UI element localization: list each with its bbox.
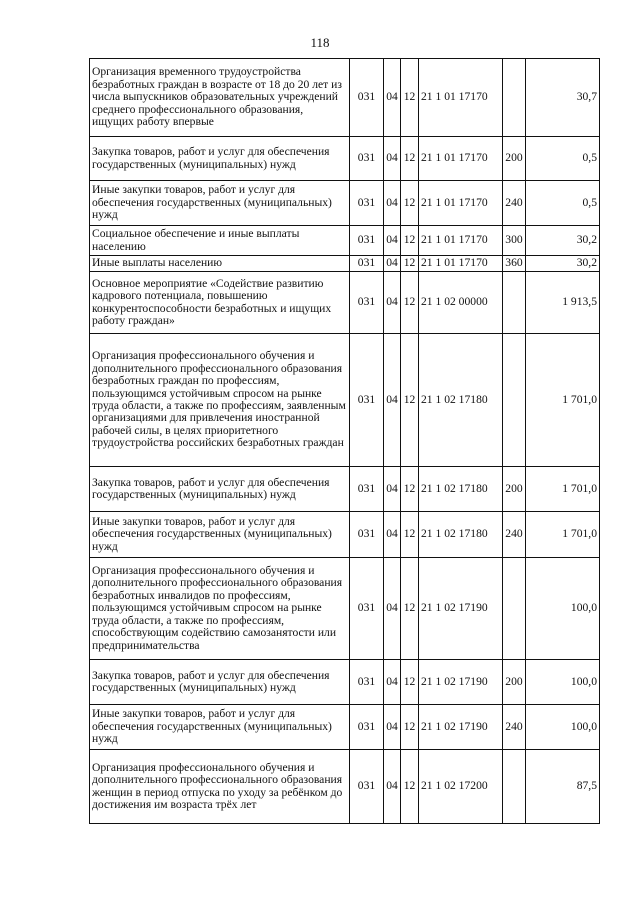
row-cs-code: 21 1 02 17190: [419, 705, 503, 750]
table-row: [90, 226, 600, 256]
table-row: [90, 137, 600, 181]
row-rz-code: 04: [384, 705, 401, 750]
table-row: [90, 705, 600, 750]
row-name: Иные закупки товаров, работ и услуг для обеспечения государственных (муниципальных) нужд: [90, 512, 350, 558]
row-gr-code: 031: [350, 705, 384, 750]
row-name: Иные закупки товаров, работ и услуг для обеспечения государственных (муниципальных) нужд: [90, 705, 350, 750]
row-rz-code: 04: [384, 256, 401, 272]
row-vr-code: 240: [503, 512, 526, 558]
table-row: [90, 558, 600, 660]
row-vr-code: [503, 558, 526, 660]
row-rz-code: 04: [384, 59, 401, 137]
row-pr-code: 12: [401, 59, 419, 137]
table-row: [90, 272, 600, 334]
row-gr-code: 031: [350, 660, 384, 705]
row-vr-code: [503, 334, 526, 467]
row-name: Иные закупки товаров, работ и услуг для обеспечения государственных (муниципальных) нужд: [90, 181, 350, 226]
table-row: [90, 660, 600, 705]
row-cs-code: 21 1 02 17200: [419, 750, 503, 824]
row-pr-code: 12: [401, 226, 419, 256]
row-sum: 87,5: [526, 750, 600, 824]
row-cs-code: 21 1 02 17180: [419, 334, 503, 467]
row-gr-code: 031: [350, 256, 384, 272]
row-pr-code: 12: [401, 705, 419, 750]
row-gr-code: 031: [350, 334, 384, 467]
row-name: Закупка товаров, работ и услуг для обеспечения государственных (муниципальных) нужд: [90, 137, 350, 181]
row-name: Организация временного трудоустройства безработных граждан в возрасте от 18 до 20 лет из числа выпускников образовательных учреждений среднего профессионального образования, ищущих работу впервые: [90, 59, 350, 137]
table-row: [90, 181, 600, 226]
row-cs-code: 21 1 02 17180: [419, 467, 503, 512]
row-rz-code: 04: [384, 272, 401, 334]
row-cs-code: 21 1 01 17170: [419, 137, 503, 181]
row-name: Организация профессионального обучения и дополнительного профессионального образования безработных граждан по профессиям, пользующимся устойчивым спросом на рынке труда области, а также по профессиям, заявленным организациями для привлечения иностранной рабочей силы, в целях приоритетного трудоустройства российских безработных граждан: [90, 334, 350, 467]
row-cs-code: 21 1 01 17170: [419, 226, 503, 256]
row-gr-code: 031: [350, 59, 384, 137]
row-name: Организация профессионального обучения и дополнительного профессионального образования женщин в период отпуска по уходу за ребёнком до достижения им возраста трёх лет: [90, 750, 350, 824]
table-row: [90, 467, 600, 512]
row-sum: 30,7: [526, 59, 600, 137]
row-name: Закупка товаров, работ и услуг для обеспечения государственных (муниципальных) нужд: [90, 660, 350, 705]
row-name: Организация профессионального обучения и дополнительного профессионального образования безработных инвалидов по профессиям, пользующимся устойчивым спросом на рынке труда области, а также по профессиям, способствующим содействию самозанятости или предпринимательства: [90, 558, 350, 660]
row-pr-code: 12: [401, 272, 419, 334]
row-sum: 30,2: [526, 226, 600, 256]
row-cs-code: 21 1 01 17170: [419, 181, 503, 226]
row-cs-code: 21 1 02 17190: [419, 558, 503, 660]
row-cs-code: 21 1 01 17170: [419, 256, 503, 272]
row-rz-code: 04: [384, 181, 401, 226]
row-name: Закупка товаров, работ и услуг для обеспечения государственных (муниципальных) нужд: [90, 467, 350, 512]
row-rz-code: 04: [384, 137, 401, 181]
row-pr-code: 12: [401, 137, 419, 181]
row-pr-code: 12: [401, 467, 419, 512]
row-gr-code: 031: [350, 750, 384, 824]
row-vr-code: 300: [503, 226, 526, 256]
row-cs-code: 21 1 02 17190: [419, 660, 503, 705]
row-cs-code: 21 1 02 17180: [419, 512, 503, 558]
row-gr-code: 031: [350, 137, 384, 181]
row-vr-code: 240: [503, 705, 526, 750]
row-vr-code: 240: [503, 181, 526, 226]
row-vr-code: [503, 750, 526, 824]
row-cs-code: 21 1 02 00000: [419, 272, 503, 334]
row-gr-code: 031: [350, 272, 384, 334]
row-sum: 1 913,5: [526, 272, 600, 334]
table-row: [90, 512, 600, 558]
row-sum: 100,0: [526, 660, 600, 705]
row-gr-code: 031: [350, 558, 384, 660]
row-sum: 1 701,0: [526, 467, 600, 512]
row-name: Иные выплаты населению: [90, 256, 350, 272]
row-gr-code: 031: [350, 467, 384, 512]
row-name: Социальное обеспечение и иные выплаты населению: [90, 226, 350, 256]
row-pr-code: 12: [401, 512, 419, 558]
row-cs-code: 21 1 01 17170: [419, 59, 503, 137]
row-pr-code: 12: [401, 334, 419, 467]
row-gr-code: 031: [350, 226, 384, 256]
row-pr-code: 12: [401, 181, 419, 226]
row-sum: 100,0: [526, 705, 600, 750]
row-rz-code: 04: [384, 334, 401, 467]
row-vr-code: 200: [503, 137, 526, 181]
table-row: [90, 256, 600, 272]
row-gr-code: 031: [350, 181, 384, 226]
row-sum: 30,2: [526, 256, 600, 272]
row-sum: 0,5: [526, 181, 600, 226]
row-sum: 0,5: [526, 137, 600, 181]
page-number: 118: [310, 35, 330, 50]
table-row: [90, 334, 600, 467]
budget-table: [89, 58, 600, 824]
row-pr-code: 12: [401, 256, 419, 272]
row-rz-code: 04: [384, 226, 401, 256]
row-rz-code: 04: [384, 750, 401, 824]
row-vr-code: [503, 59, 526, 137]
row-pr-code: 12: [401, 660, 419, 705]
row-gr-code: 031: [350, 512, 384, 558]
budget-table-body: [90, 59, 600, 824]
row-vr-code: [503, 272, 526, 334]
row-rz-code: 04: [384, 660, 401, 705]
row-sum: 100,0: [526, 558, 600, 660]
row-pr-code: 12: [401, 750, 419, 824]
row-sum: 1 701,0: [526, 334, 600, 467]
row-rz-code: 04: [384, 512, 401, 558]
table-row: [90, 750, 600, 824]
row-pr-code: 12: [401, 558, 419, 660]
row-name: Основное мероприятие «Содействие развитию кадрового потенциала, повышению конкурентоспособности безработных и ищущих работу граждан»: [90, 272, 350, 334]
row-rz-code: 04: [384, 558, 401, 660]
row-sum: 1 701,0: [526, 512, 600, 558]
row-vr-code: 360: [503, 256, 526, 272]
row-vr-code: 200: [503, 467, 526, 512]
row-rz-code: 04: [384, 467, 401, 512]
row-vr-code: 200: [503, 660, 526, 705]
table-row: [90, 59, 600, 137]
